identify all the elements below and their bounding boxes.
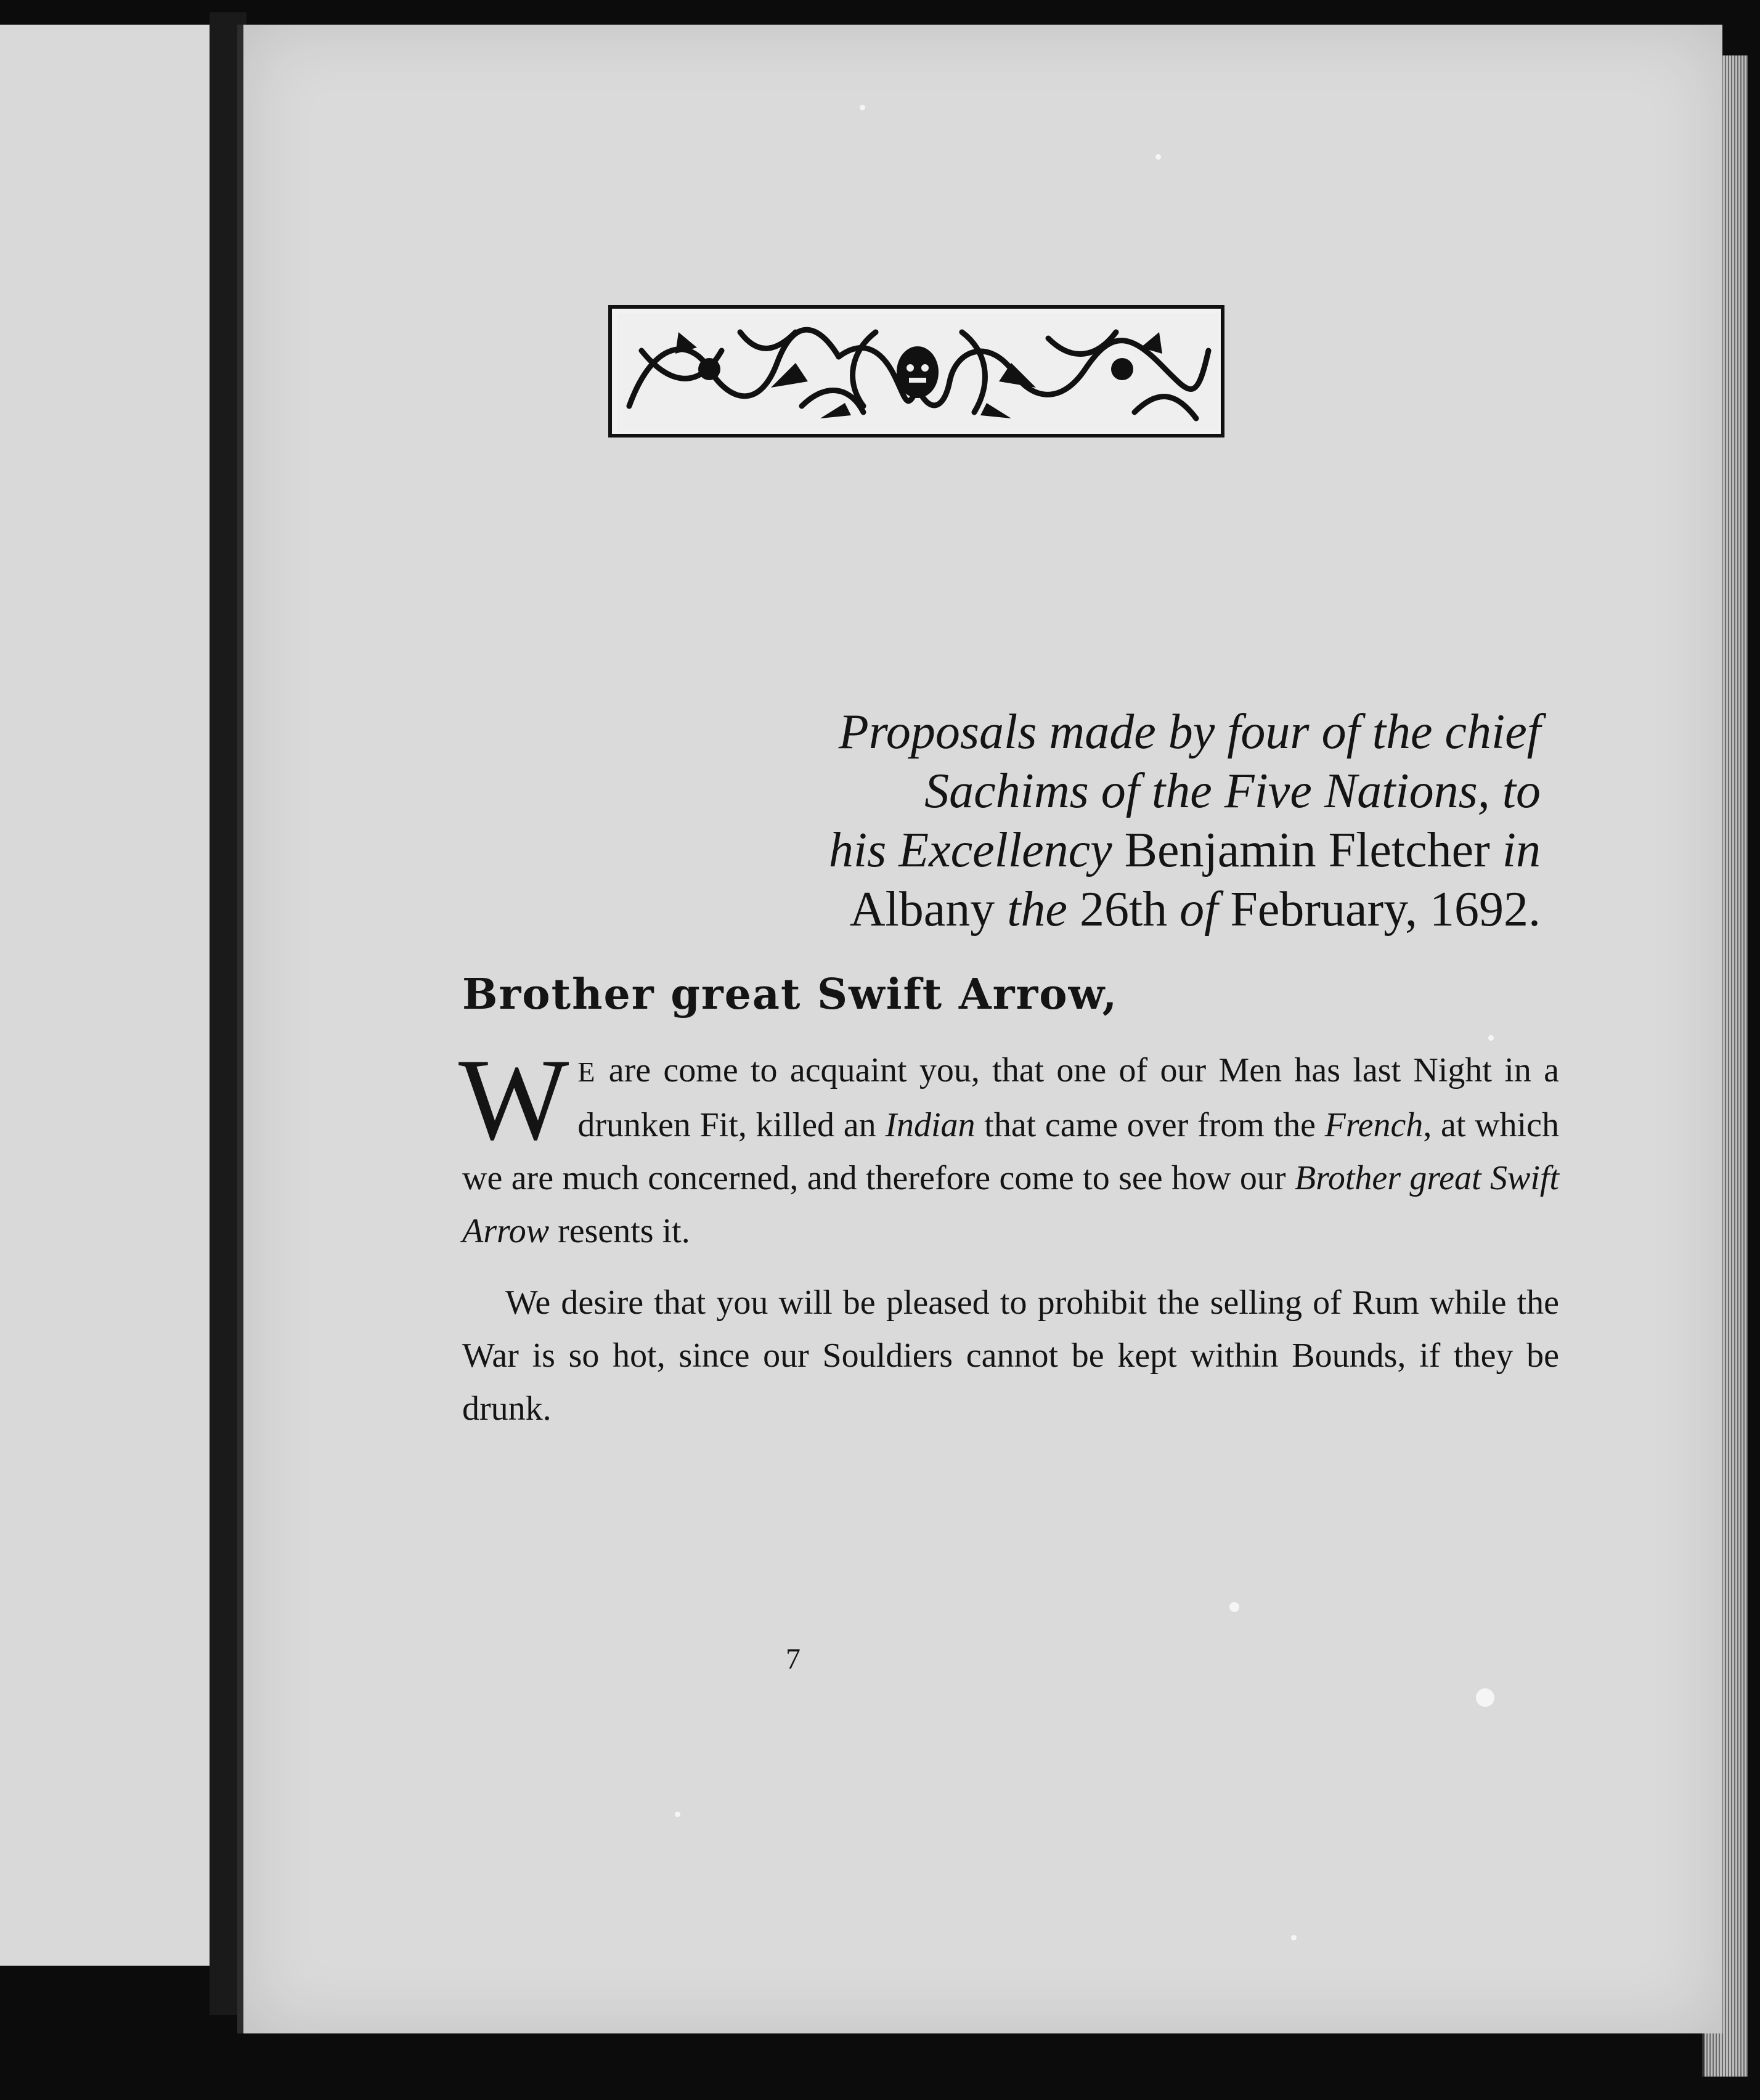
paragraph-1-em-brother: Brother great Swift Arrow [462,1159,1559,1250]
title-line-4-italic-1: the [1007,882,1067,937]
dust-speck [1476,1688,1494,1707]
dust-speck [1229,1602,1239,1612]
paragraph-1-em-indian: Indian [885,1106,976,1144]
paragraph-1 [458,1035,1559,1258]
paragraph-1-text-c: , at which we are much concerned, and therefore come to see how our [462,1106,1559,1197]
document-title [462,702,1559,939]
paragraph-1-smallcap: E [577,1056,597,1088]
dust-speck [860,105,865,110]
title-line-4-roman-2: 26th [1067,882,1180,937]
title-line-3-italic-end: in [1502,823,1541,877]
paragraph-1-em-french: French [1324,1106,1424,1144]
title-line-4-italic-2: of [1179,882,1218,937]
salutation-blackletter: Brother great Swift Arrow, [462,970,1118,1019]
paragraph-1-text-b: that came over from the [975,1106,1325,1144]
paragraph-1-text-a: are come to acquaint you, that one of our Men has last Night in a drunken Fit, killed an [577,1051,1559,1144]
ornament-graphic [617,314,1218,431]
title-line-2: Sachims of the Five Nations, to [924,764,1541,818]
left-facing-page [0,25,214,1966]
title-line-4-roman-1: Albany [849,882,1008,937]
drop-cap: W [458,1035,569,1165]
page-number: 7 [786,1643,801,1675]
paragraph-2: We desire that you will be pleased to prohibit the selling of Rum while the War is so hot, since our Souldiers cannot be kept within Bounds, if they be drunk. [462,1284,1559,1428]
title-line-1: Proposals made by four of the chief [838,705,1541,759]
dust-speck [675,1812,680,1817]
dust-speck [1488,1035,1494,1041]
dust-speck [1291,1935,1297,1940]
document-body [458,702,1559,1435]
title-line-3-italic: his Excellency [828,823,1112,877]
floral-headpiece-ornament-icon [608,305,1224,437]
paragraph-1-text-d: resents it. [549,1212,690,1250]
dust-speck [1155,154,1161,160]
title-line-3-roman: Benjamin Fletcher [1112,823,1502,877]
title-line-4-roman-3: February, 1692. [1218,882,1541,937]
book-page [237,25,1722,2033]
